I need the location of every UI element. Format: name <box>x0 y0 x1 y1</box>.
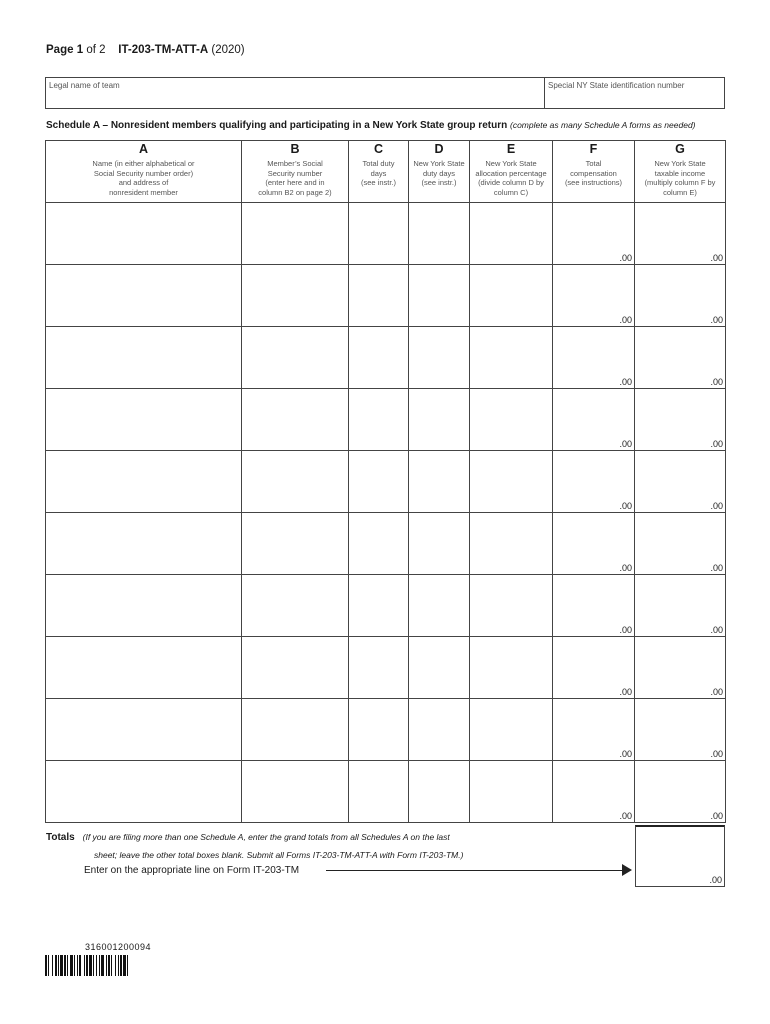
column-description-line: (see instr.) <box>360 178 396 187</box>
schedule-title <box>46 120 696 131</box>
cell-column-f[interactable] <box>553 389 635 451</box>
column-description-line: Total duty <box>362 159 395 168</box>
column-header-f <box>553 141 635 203</box>
column-description-line: duty days <box>422 168 456 178</box>
column-description-line: Name (in either alphabetical or <box>92 159 195 168</box>
table-row <box>46 699 726 761</box>
column-header-b <box>242 141 349 203</box>
column-letter: G <box>675 142 685 156</box>
cell-column-d[interactable] <box>409 203 470 265</box>
cell-column-f[interactable] <box>553 761 635 823</box>
cell-column-e[interactable] <box>470 203 553 265</box>
arrow-line <box>326 870 628 871</box>
cell-column-b[interactable] <box>242 327 349 389</box>
cell-column-a[interactable] <box>46 327 242 389</box>
column-description <box>470 156 552 197</box>
special-id-label: Special NY State identification number <box>548 81 685 90</box>
cell-column-b[interactable] <box>242 575 349 637</box>
column-description-line: column E) <box>663 187 697 197</box>
barcode-bar <box>60 955 63 976</box>
column-description-line: New York State <box>654 159 706 168</box>
cell-column-g[interactable] <box>635 451 726 513</box>
column-header-c <box>349 141 409 203</box>
team-name-box <box>45 77 725 109</box>
column-description-line: Social Security number order) <box>93 168 194 178</box>
legal-name-label: Legal name of team <box>49 81 120 90</box>
page-number: 1 <box>76 44 84 56</box>
cell-column-g[interactable] <box>635 389 726 451</box>
cell-column-f[interactable] <box>553 265 635 327</box>
barcode-bar <box>79 955 81 976</box>
column-description-line: and address of <box>118 178 169 187</box>
cell-column-c[interactable] <box>349 389 409 451</box>
cell-column-c[interactable] <box>349 451 409 513</box>
column-description-line: taxable income <box>654 168 706 178</box>
page-label: Page <box>46 44 74 56</box>
amount-cents: .00 <box>710 315 723 325</box>
cell-column-g[interactable] <box>635 265 726 327</box>
amount-cents: .00 <box>710 749 723 759</box>
column-description-line: New York State <box>485 159 537 168</box>
schedule-a-rows <box>46 203 726 823</box>
column-header-a <box>46 141 242 203</box>
cell-column-f[interactable] <box>553 451 635 513</box>
cell-column-c[interactable] <box>349 203 409 265</box>
barcode-bar <box>64 955 66 976</box>
column-description-line: (see instr.) <box>421 178 457 187</box>
column-description-line: (see instructions) <box>564 178 623 187</box>
column-description-line: (enter here and in <box>265 178 325 187</box>
cell-column-d[interactable] <box>409 451 470 513</box>
cell-column-a[interactable] <box>46 203 242 265</box>
table-row <box>46 451 726 513</box>
barcode-bar <box>101 955 104 976</box>
barcode-bar <box>96 955 97 976</box>
column-description-line: column C) <box>493 187 529 197</box>
cell-column-b[interactable] <box>242 761 349 823</box>
barcode-bar <box>127 955 128 976</box>
barcode-bar <box>52 955 53 976</box>
column-description-line: days <box>370 168 387 178</box>
barcode-bar <box>123 955 126 976</box>
column-description-line: Member’s Social <box>267 159 323 168</box>
column-header-row <box>46 141 726 203</box>
cell-column-e[interactable] <box>470 575 553 637</box>
barcode-bar <box>84 955 85 976</box>
total-box-g[interactable] <box>635 825 725 887</box>
amount-cents: .00 <box>710 377 723 387</box>
amount-cents: .00 <box>710 687 723 697</box>
barcode-bar <box>106 955 107 976</box>
totals-label: Totals <box>46 832 75 843</box>
barcode-bar <box>67 955 68 976</box>
cell-column-a[interactable] <box>46 265 242 327</box>
cell-column-f[interactable] <box>553 513 635 575</box>
cell-column-b[interactable] <box>242 637 349 699</box>
cell-column-a[interactable] <box>46 575 242 637</box>
cell-column-d[interactable] <box>409 327 470 389</box>
amount-cents: .00 <box>619 315 632 325</box>
column-description-line: nonresident member <box>109 187 178 197</box>
barcode-bar <box>58 955 59 976</box>
totals-instruction-2: sheet; leave the other total boxes blank. Submit all Forms IT-203-TM-ATT-A with Form IT-203-TM.) <box>94 850 464 860</box>
cell-column-d[interactable] <box>409 265 470 327</box>
barcode-bar <box>45 955 47 976</box>
cell-column-e[interactable] <box>470 327 553 389</box>
cell-column-c[interactable] <box>349 513 409 575</box>
column-description-line: compensation <box>570 168 617 178</box>
form-id: IT-203-TM-ATT-A <box>118 44 209 56</box>
cell-column-b[interactable] <box>242 203 349 265</box>
column-letter: F <box>589 142 598 156</box>
cell-column-d[interactable] <box>409 699 470 761</box>
page-of: of 2 <box>86 44 106 56</box>
barcode-bar <box>70 955 73 976</box>
arrow-right-icon <box>622 864 632 876</box>
totals-line-1 <box>46 832 450 843</box>
schedule-note: (complete as many Schedule A forms as needed) <box>509 120 696 130</box>
barcode-bar <box>86 955 88 976</box>
cell-column-a[interactable] <box>46 451 242 513</box>
cell-column-b[interactable] <box>242 513 349 575</box>
column-description <box>242 156 348 197</box>
column-description-line: allocation percentage <box>475 168 547 178</box>
name-box-divider <box>544 78 545 108</box>
legal-name-input[interactable] <box>48 91 540 107</box>
barcode-bar <box>77 955 78 976</box>
cell-column-f[interactable] <box>553 637 635 699</box>
amount-cents: .00 <box>619 563 632 573</box>
column-letter: A <box>138 142 149 156</box>
amount-cents: .00 <box>710 625 723 635</box>
amount-cents: .00 <box>710 439 723 449</box>
barcode-bar <box>74 955 75 976</box>
form-year: (2020) <box>211 44 245 56</box>
column-description-line: Security number <box>267 168 323 178</box>
cell-column-a[interactable] <box>46 761 242 823</box>
column-description-line: Total <box>585 159 602 168</box>
column-description <box>349 156 408 188</box>
column-letter: E <box>506 142 516 156</box>
cell-column-d[interactable] <box>409 575 470 637</box>
amount-cents: .00 <box>619 439 632 449</box>
amount-cents: .00 <box>619 253 632 263</box>
table-row <box>46 265 726 327</box>
barcode-bar <box>118 955 119 976</box>
column-letter: B <box>290 142 300 156</box>
cell-column-b[interactable] <box>242 389 349 451</box>
barcode-bar <box>55 955 57 976</box>
amount-cents: .00 <box>710 501 723 511</box>
cell-column-d[interactable] <box>409 637 470 699</box>
table-row <box>46 513 726 575</box>
barcode-bar <box>48 955 49 976</box>
schedule-a-table <box>45 140 726 823</box>
column-description-line: (multiply column F by <box>644 178 716 187</box>
cell-column-g[interactable] <box>635 575 726 637</box>
cell-column-f[interactable] <box>553 575 635 637</box>
cell-column-e[interactable] <box>470 389 553 451</box>
table-row <box>46 203 726 265</box>
cell-column-e[interactable] <box>470 699 553 761</box>
amount-cents: .00 <box>619 625 632 635</box>
barcode-number: 316001200094 <box>85 942 152 952</box>
schedule-title-text: Schedule A – Nonresident members qualifying and participating in a New York State group return <box>46 120 508 131</box>
barcode-bar <box>120 955 122 976</box>
column-header-e <box>470 141 553 203</box>
table-row <box>46 389 726 451</box>
page-header <box>46 44 245 56</box>
cell-column-b[interactable] <box>242 699 349 761</box>
cell-column-a[interactable] <box>46 389 242 451</box>
barcode-bar <box>115 955 116 976</box>
special-id-input[interactable] <box>547 91 722 107</box>
amount-cents: .00 <box>619 749 632 759</box>
cell-column-e[interactable] <box>470 451 553 513</box>
total-amount: .00 <box>709 875 722 885</box>
barcode-bar <box>89 955 92 976</box>
cell-column-f[interactable] <box>553 203 635 265</box>
column-header-g <box>635 141 726 203</box>
amount-cents: .00 <box>710 563 723 573</box>
cell-column-g[interactable] <box>635 327 726 389</box>
cell-column-a[interactable] <box>46 699 242 761</box>
column-description-line: (divide column D by <box>478 178 544 187</box>
cell-column-e[interactable] <box>470 265 553 327</box>
cell-column-e[interactable] <box>470 513 553 575</box>
amount-cents: .00 <box>710 253 723 263</box>
barcode-icon <box>45 955 195 976</box>
amount-cents: .00 <box>619 811 632 821</box>
cell-column-a[interactable] <box>46 513 242 575</box>
column-description <box>409 156 469 188</box>
cell-column-g[interactable] <box>635 761 726 823</box>
column-description-line: column B2 on page 2) <box>258 187 332 197</box>
amount-cents: .00 <box>619 687 632 697</box>
cell-column-f[interactable] <box>553 327 635 389</box>
cell-column-b[interactable] <box>242 265 349 327</box>
cell-column-a[interactable] <box>46 637 242 699</box>
cell-column-e[interactable] <box>470 637 553 699</box>
amount-cents: .00 <box>710 811 723 821</box>
cell-column-d[interactable] <box>409 513 470 575</box>
column-description <box>635 156 725 197</box>
table-row <box>46 761 726 823</box>
column-description-line: New York State <box>413 159 465 168</box>
cell-column-c[interactable] <box>349 575 409 637</box>
column-description <box>46 156 241 197</box>
column-letter: D <box>434 142 444 156</box>
cell-column-c[interactable] <box>349 327 409 389</box>
cell-column-g[interactable] <box>635 513 726 575</box>
cell-column-g[interactable] <box>635 203 726 265</box>
table-row <box>46 575 726 637</box>
barcode-bar <box>108 955 110 976</box>
barcode-bar <box>99 955 100 976</box>
barcode-bar <box>93 955 94 976</box>
cell-column-c[interactable] <box>349 637 409 699</box>
cell-column-c[interactable] <box>349 265 409 327</box>
column-header-d <box>409 141 470 203</box>
cell-column-f[interactable] <box>553 699 635 761</box>
table-row <box>46 637 726 699</box>
enter-line-text: Enter on the appropriate line on Form IT-203-TM <box>84 865 300 876</box>
cell-column-b[interactable] <box>242 451 349 513</box>
column-description <box>553 156 634 188</box>
cell-column-d[interactable] <box>409 761 470 823</box>
cell-column-c[interactable] <box>349 699 409 761</box>
amount-cents: .00 <box>619 501 632 511</box>
table-row <box>46 327 726 389</box>
cell-column-e[interactable] <box>470 761 553 823</box>
cell-column-d[interactable] <box>409 389 470 451</box>
amount-cents: .00 <box>619 377 632 387</box>
totals-instruction-1: (If you are filing more than one Schedule A, enter the grand totals from all Schedules A on the last <box>82 832 450 842</box>
barcode-bar <box>111 955 112 976</box>
cell-column-g[interactable] <box>635 699 726 761</box>
cell-column-g[interactable] <box>635 637 726 699</box>
column-letter: C <box>373 142 384 156</box>
cell-column-c[interactable] <box>349 761 409 823</box>
